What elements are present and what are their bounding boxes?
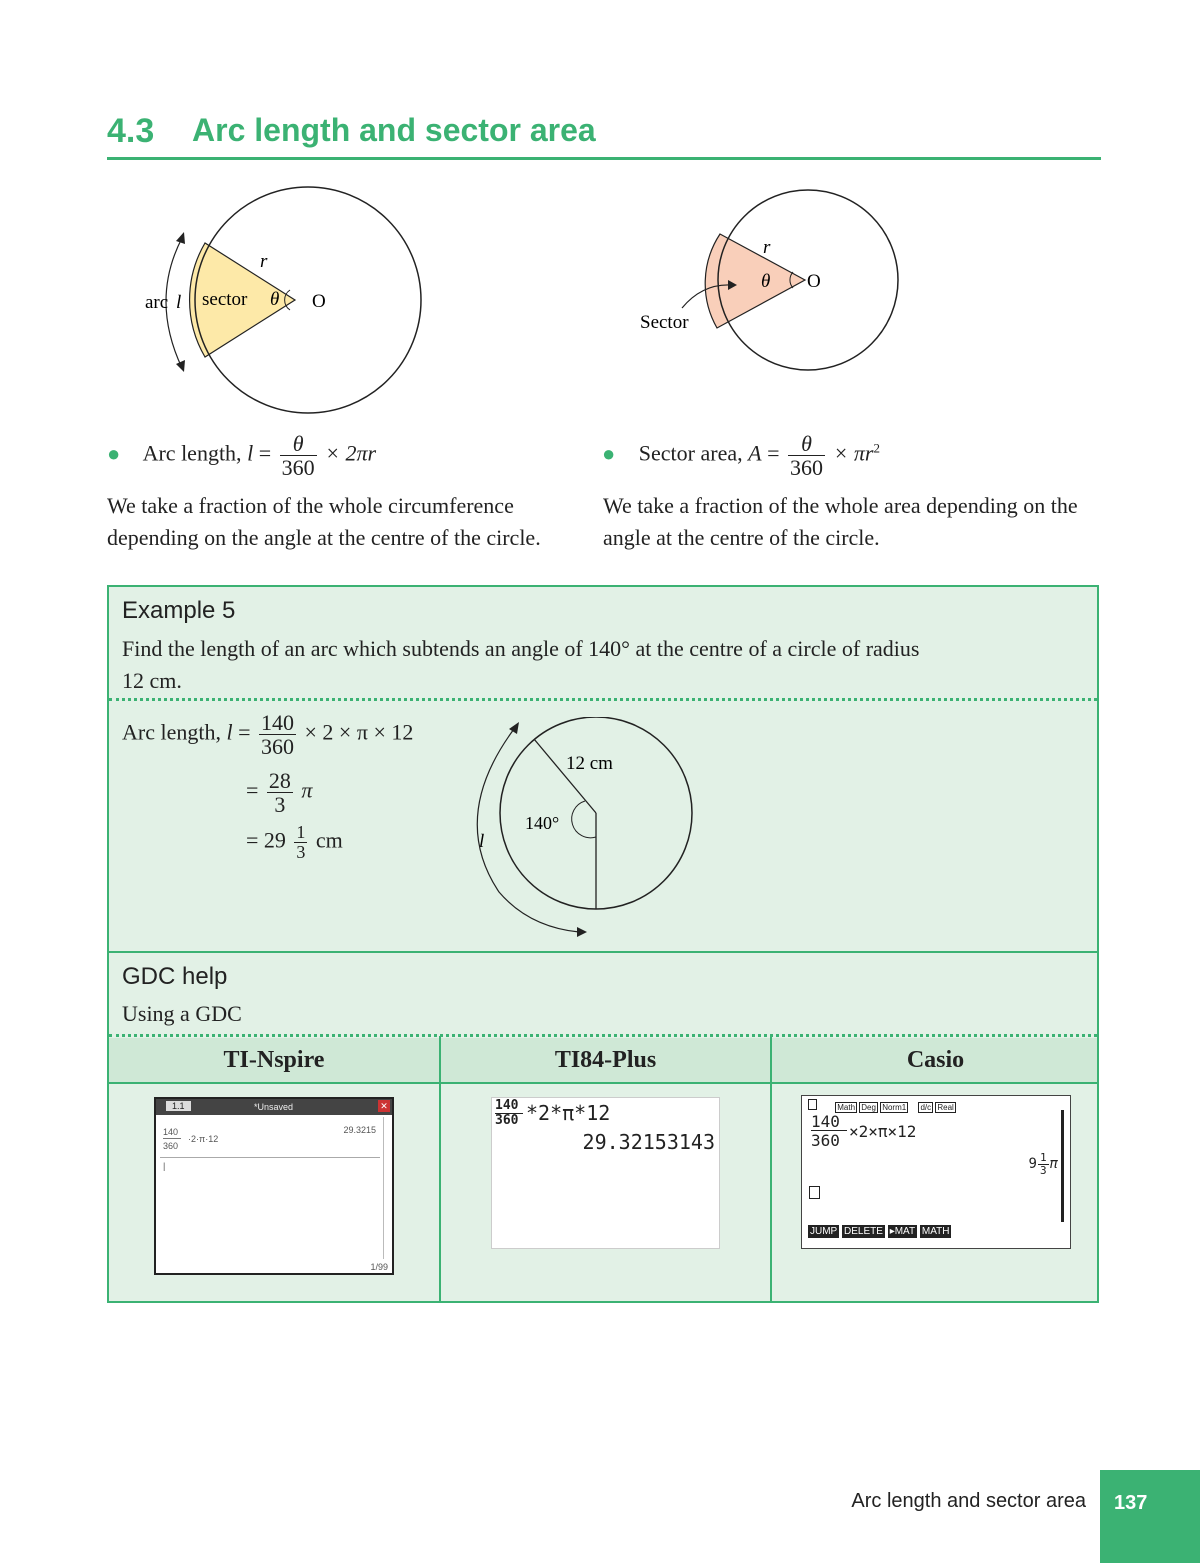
sector-label: Sector xyxy=(640,312,689,333)
gdc-col-header-ti84: TI84-Plus xyxy=(554,1047,657,1073)
example-box xyxy=(107,585,1099,1303)
nspire-cursor: | xyxy=(163,1161,166,1171)
gdc-top-rule xyxy=(109,951,1097,953)
working-prefix: Arc length, xyxy=(122,719,221,745)
arc-label: arc xyxy=(145,292,169,313)
casio-status-bar xyxy=(808,1099,956,1112)
casio-status-norm: Norm1 xyxy=(882,1103,907,1112)
fraction-numerator: θ xyxy=(788,432,825,456)
ti84-frac-num: 140 xyxy=(495,1098,519,1113)
unit: cm xyxy=(315,827,343,853)
radius-line-1 xyxy=(534,739,596,813)
arc-label: l xyxy=(479,831,485,852)
example-question: Find the length of an arc which subtends an angle of 140° at the centre of a circle of radius 12 cm. xyxy=(122,636,920,693)
ti84-expr: *2*π*12 xyxy=(526,1101,611,1125)
arc-formula-prefix: Arc length, xyxy=(142,440,242,466)
arrowhead-bottom xyxy=(176,360,185,372)
fraction-denominator: 360 xyxy=(261,734,295,760)
nspire-tab[interactable]: 1.1 xyxy=(166,1101,191,1111)
arrowhead-bottom xyxy=(577,927,587,937)
sector-label: sector xyxy=(202,289,248,310)
close-icon[interactable]: ✕ xyxy=(378,1100,390,1112)
nspire-scrollbar[interactable] xyxy=(383,1117,392,1259)
radius-label: 12 cm xyxy=(566,753,613,774)
casio-result xyxy=(1029,1152,1059,1176)
arc-length-diagram xyxy=(130,180,450,420)
section-number: 4.3 xyxy=(107,112,155,150)
ti84-frac-den: 360 xyxy=(495,1113,519,1128)
nspire-expr: ·2·π·12 xyxy=(188,1134,219,1144)
sector-formula-prefix: Sector area, xyxy=(638,440,743,466)
gdc-header-rule xyxy=(109,1082,1097,1084)
nspire-frac-den: 360 xyxy=(163,1141,179,1151)
working-fraction xyxy=(294,823,307,862)
working-fraction xyxy=(267,769,293,816)
working-line-3 xyxy=(246,823,343,862)
gdc-col-divider-2 xyxy=(770,1036,772,1301)
equals-sign: = xyxy=(246,827,259,853)
nspire-doc-name: *Unsaved xyxy=(254,1102,294,1112)
fraction-numerator: θ xyxy=(280,432,317,456)
nspire-screen xyxy=(154,1097,394,1275)
fraction-numerator: 1 xyxy=(296,822,306,842)
working-var: l xyxy=(226,719,233,745)
theta-label: θ xyxy=(761,271,771,292)
example-circle-diagram xyxy=(469,717,709,937)
example-title: Example 5 xyxy=(122,597,236,624)
sector-area-diagram xyxy=(630,180,910,380)
running-title: Arc length and sector area xyxy=(851,1490,1086,1512)
arrowhead-top xyxy=(176,232,185,244)
casio-status-math: Math xyxy=(837,1103,856,1112)
casio-result-fraction xyxy=(1038,1152,1049,1176)
fraction-numerator: 28 xyxy=(268,768,291,793)
arc-formula-var: l xyxy=(247,440,254,466)
nspire-page: 1/99 xyxy=(370,1262,388,1272)
casio-frac-den: 360 xyxy=(811,1131,840,1150)
casio-result-whole: 9 xyxy=(1028,1156,1037,1173)
sector-exponent: 2 xyxy=(873,440,880,456)
page-number-badge xyxy=(1100,1470,1200,1563)
bullet-icon: ● xyxy=(602,440,616,466)
arc-formula-rest: × 2πr xyxy=(325,440,377,466)
bullet-icon: ● xyxy=(107,440,121,466)
casio-expr: ×2×π×12 xyxy=(849,1122,917,1141)
fraction-denominator: 360 xyxy=(281,455,315,481)
arc-fraction xyxy=(280,432,317,479)
sector-formula-rest: × πr xyxy=(833,440,874,466)
casio-softkeys xyxy=(808,1226,951,1237)
arc-var: l xyxy=(176,292,182,313)
gdc-col-header-casio: Casio xyxy=(906,1047,965,1073)
fraction-numerator: 1 xyxy=(1039,1151,1047,1164)
gdc-subtitle: Using a GDC xyxy=(122,1001,242,1026)
casio-status-deg: Deg xyxy=(861,1103,876,1112)
header-rule xyxy=(107,157,1101,160)
nspire-frac-num: 140 xyxy=(163,1127,179,1137)
casio-cursor-box xyxy=(809,1186,820,1199)
dotted-divider xyxy=(109,1034,1097,1037)
centre-label: O xyxy=(312,291,326,312)
casio-frac-num: 140 xyxy=(811,1112,840,1131)
gdc-title: GDC help xyxy=(122,963,228,990)
gdc-col-header-nspire: TI-Nspire xyxy=(223,1047,325,1073)
whole-number: 29 xyxy=(263,827,286,853)
casio-scrollbar[interactable] xyxy=(1061,1110,1064,1222)
sector-formula-var: A xyxy=(748,440,762,466)
working-fraction xyxy=(259,711,296,758)
casio-status-dc: d/c xyxy=(920,1103,932,1112)
radius-label: r xyxy=(763,237,771,258)
ti84-result: 29.32153143 xyxy=(582,1130,715,1154)
fraction-numerator: 140 xyxy=(261,710,295,735)
casio-key-delete[interactable]: DELETE xyxy=(844,1226,883,1237)
nspire-result: 29.3215 xyxy=(343,1125,376,1135)
arrowhead-top xyxy=(509,722,519,734)
working-line-1: Arc length, l = $\frac{140}{360}$ × 2 × π × 12 xyxy=(122,710,414,760)
gdc-col-divider-1 xyxy=(439,1036,441,1301)
dotted-divider xyxy=(109,698,1097,701)
fraction-denominator: 360 xyxy=(790,455,823,481)
casio-screen xyxy=(801,1095,1071,1249)
fraction-denominator: 3 xyxy=(296,841,306,862)
fraction-denominator: 3 xyxy=(274,792,286,818)
working-rest: × 2 × π × 12 xyxy=(304,719,414,745)
casio-result-pi: π xyxy=(1049,1156,1058,1173)
section-title: Arc length and sector area xyxy=(192,112,596,148)
fraction-denominator: 3 xyxy=(1039,1163,1047,1177)
casio-key-mat[interactable]: ▸MAT xyxy=(889,1226,916,1237)
casio-key-jump[interactable]: JUMP xyxy=(810,1226,838,1237)
sector-formula: ● Sector area, A = $\frac{\theta}{360}$ × $\pi r^2$ xyxy=(602,431,880,481)
nspire-frac-line xyxy=(163,1138,181,1139)
theta-label: θ xyxy=(270,289,280,310)
working-rest: π xyxy=(301,777,313,803)
arc-explanation: We take a fraction of the whole circumference depending on the angle at the centre of the circle. xyxy=(107,493,541,550)
equals-sign: = xyxy=(246,777,259,803)
casio-status-real: Real xyxy=(937,1103,954,1112)
angle-label: 140° xyxy=(525,813,560,833)
radius-label: r xyxy=(260,251,268,272)
sector-explanation: We take a fraction of the whole area depending on the angle at the centre of the circle. xyxy=(603,493,1078,550)
page-number: 137 xyxy=(1114,1492,1148,1514)
working-line-2 xyxy=(246,769,312,816)
sector-fraction xyxy=(788,432,825,479)
ti84-screen xyxy=(491,1097,720,1249)
battery-icon xyxy=(808,1099,817,1110)
nspire-separator xyxy=(160,1157,380,1158)
arc-formula: ● Arc length, l = $\frac{\theta}{360}$ × 2πr xyxy=(107,431,377,481)
centre-label: O xyxy=(807,271,821,292)
casio-key-math[interactable]: MATH xyxy=(921,1226,950,1237)
angle-arc xyxy=(572,801,596,838)
